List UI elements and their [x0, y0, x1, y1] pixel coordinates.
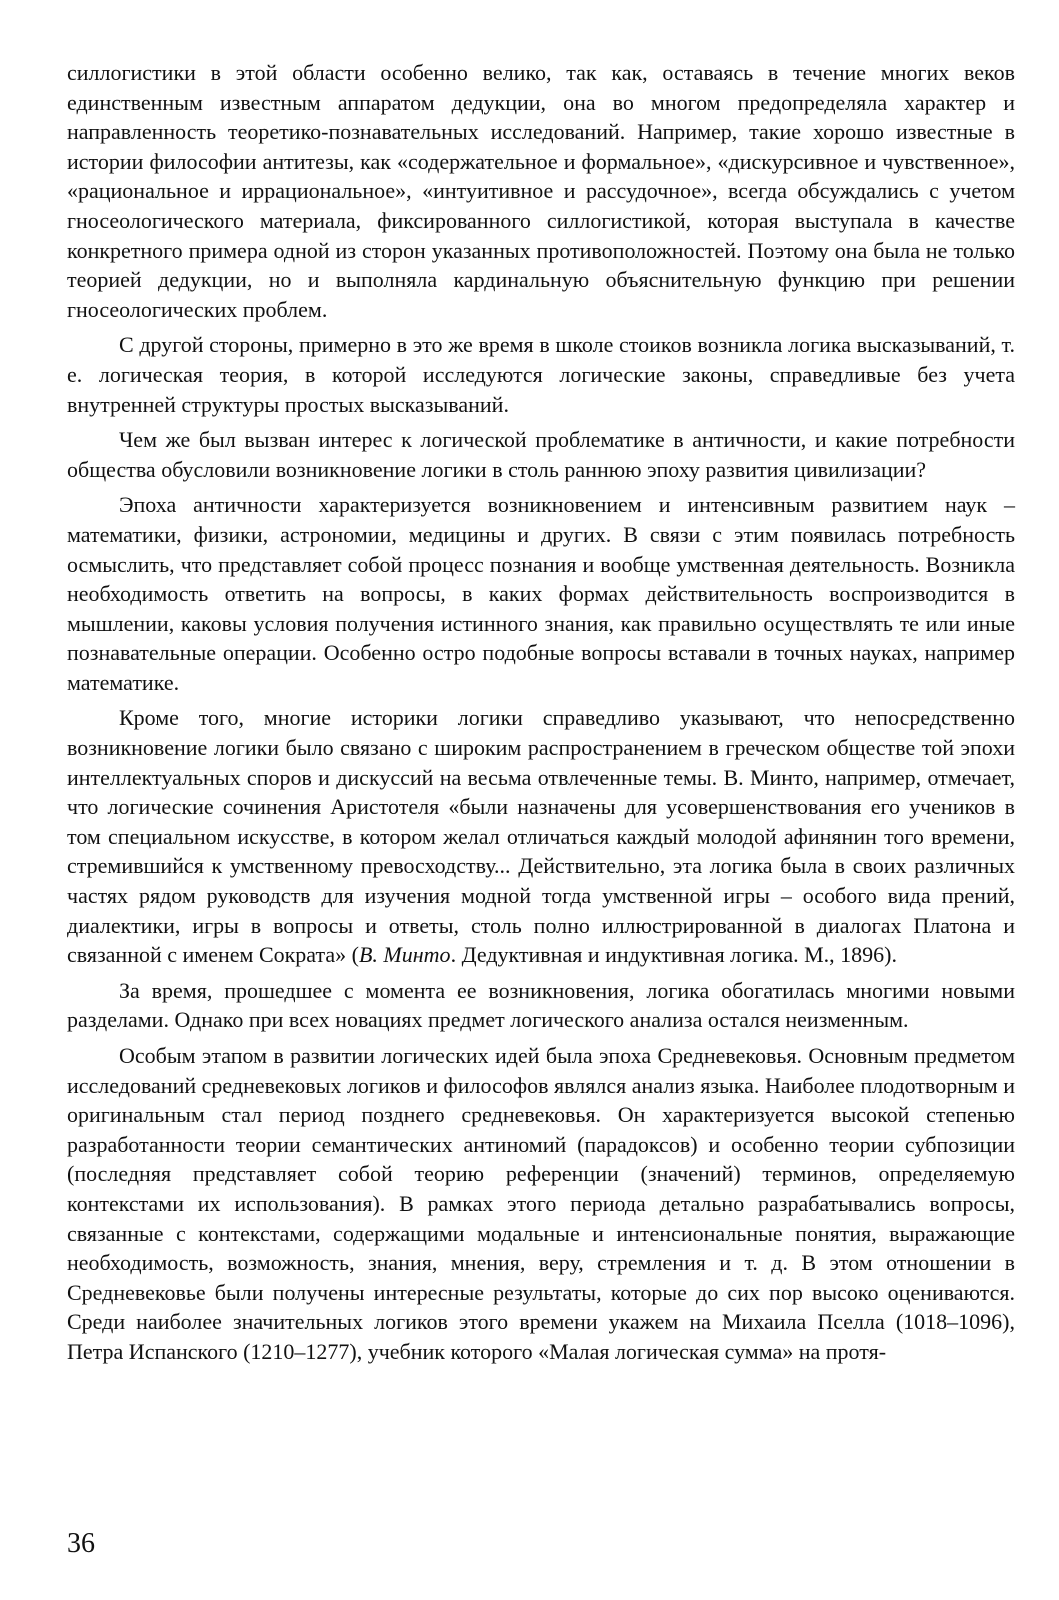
paragraph: Особым этапом в развитии логических идей была эпоха Средневековья. Основным предметом исследований средневековых логиков и философов являлся анализ языка. Наиболее плодотворным и оригинальным стал период позднего средневековья. Он характеризуется высокой степенью разработанности теории семантических антиномий (парадоксов) и особенно теории субпозиции (последняя представляет собой теорию референции (значений) терминов, определяемую контекстами их использования). В рамках этого периода детально разрабатывались вопросы, связанные с контекстами, содержащими модальные и интенсиональные понятия, выражающие необходимость, возможность, знания, мнения, веру, стремления и т. д. В этом отношении в Средневековье были получены интересные результаты, которые до сих пор высоко оцениваются. Среди наиболее значительных логиков этого времени укажем на Михаила Пселла (1018–1096), Петра Испанского (1210–1277), учебник которого «Малая логическая сумма» на протя- — [67, 1043, 1015, 1364]
paragraph: За время, прошедшее с момента ее возникновения, логика обогатилась многими новыми разделами. Однако при всех новациях предмет логического анализа остался неизменным. — [67, 977, 1015, 1033]
paragraph: Чем же был вызван интерес к логической проблематике в античности, и какие потребности общества обусловили возникновение логики в столь раннюю эпоху развития цивилизации? — [67, 427, 1015, 482]
paragraph-with-citation — [67, 703, 1015, 969]
paragraph: С другой стороны, примерно в это же время в школе стоиков возникла логика высказываний, т. е. логическая теория, в которой исследуются логические законы, справедливые без учета внутренней структуры простых высказываний. — [67, 332, 1015, 417]
paragraph-text: Кроме того, многие историки логики справедливо указывают, что непосредственно возникновение логики было связано с широким распространением в греческом обществе той эпохи интеллектуальных споров и дискуссий на весьма отвлеченные темы. В. Минто, например, отмечает, что логические сочинения Аристотеля «были назначены для усовершенствования его учеников в том специальном искусстве, в котором желал отличаться каждый молодой афинянин того времени, стремившийся к умственному превосходству... Действительно, эта логика была в своих различных частях рядом руководств для изучения модной тогда умственной игры – особого вида прений, диалектики, игры в вопросы и ответы, столь полно иллюстрированной в диалогах Платона и связанной с именем Сократа» ( — [67, 705, 1015, 968]
paragraph: Эпоха античности характеризуется возникновением и интенсивным развитием наук – математики, физики, астрономии, медицины и других. В связи с этим появилась потребность осмыслить, что представляет собой процесс познания и вообще умственная деятельность. Возникла необходимость ответить на вопросы, в каких формах действительность воспроизводится в мышлении, каковы условия получения истинного знания, как правильно осуществлять те или иные познавательные операции. Особенно остро подобные вопросы вставали в точных науках, например математике. — [67, 492, 1015, 695]
paragraph: силлогистики в этой области особенно велико, так как, оставаясь в течение многих веков единственным известным аппаратом дедукции, она во многом предопределяла характер и направленность теоретико-познавательных исследований. Например, такие хорошо известные в истории философии антитезы, как «содержательное и формальное», «дискурсивное и чувственное», «рациональное и иррациональное», «интуитивное и рассудочное», всегда обсуждались с учетом гносеологического материала, фиксированного силлогистикой, которая выступала в качестве конкретного примера одной из сторон указанных противоположностей. Поэтому она была не только теорией дедукции, но и выполняла кардинальную объяснительную функцию при решении гносеологических проблем. — [67, 60, 1015, 322]
page-body — [67, 58, 1015, 1538]
citation-source: . Дедуктивная и индуктивная логика. М., 1896). — [450, 942, 897, 968]
citation-author: В. Минто — [358, 942, 451, 968]
page-number: 36 — [67, 1528, 95, 1559]
